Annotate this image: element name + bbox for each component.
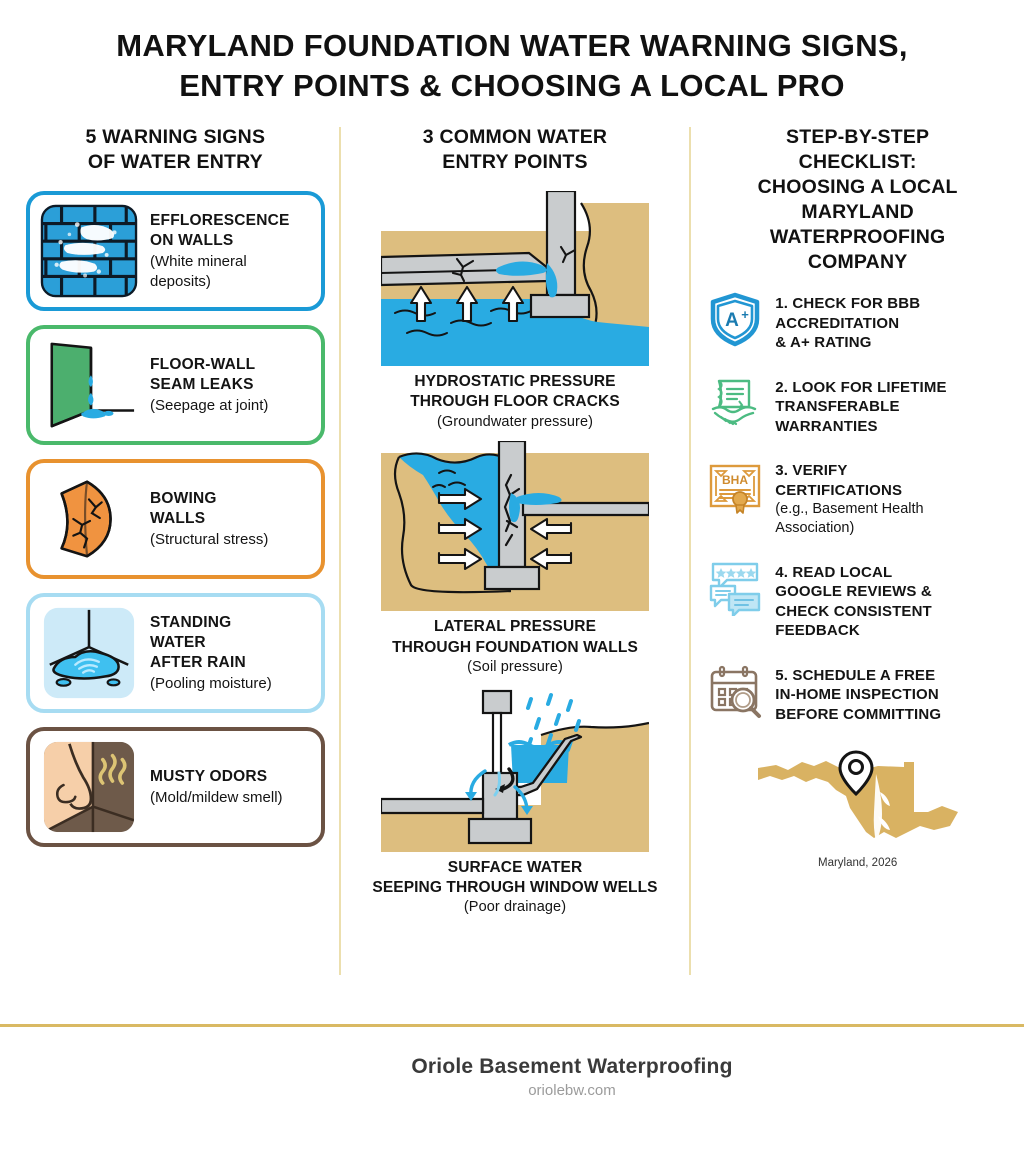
warning-card-bowing-walls[interactable] xyxy=(26,459,325,579)
lateral-pressure-diagram xyxy=(381,441,649,611)
checklist-item-reviews[interactable] xyxy=(707,560,1008,641)
left-heading-line-1: 5 WARNING SIGNS xyxy=(85,126,266,149)
hydrostatic-caption-1: HYDROSTATIC PRESSURE xyxy=(414,373,616,391)
entry-point-lateral[interactable] xyxy=(357,441,674,676)
warning-card-standing-water[interactable] xyxy=(26,593,325,713)
floor-wall-seam-leak-icon xyxy=(40,336,138,434)
bha-certificate-icon xyxy=(707,458,763,514)
column-warning-signs xyxy=(0,125,339,985)
standing-water-sub-1: (Pooling moisture) xyxy=(150,674,272,692)
certifications-sub-2: Association) xyxy=(775,519,855,536)
bbb-line-3: & A+ RATING xyxy=(775,334,872,352)
brand-website: oriolebw.com xyxy=(528,1082,616,1099)
footer-divider xyxy=(0,1024,1024,1027)
svg-text:A: A xyxy=(725,310,740,332)
right-column-heading xyxy=(707,125,1008,275)
seam-leaks-sub-1: (Seepage at joint) xyxy=(150,396,269,414)
bowing-walls-title-1: BOWING xyxy=(150,490,217,508)
bbb-line-1: 1. CHECK FOR BBB xyxy=(775,295,921,313)
checklist-item-certifications[interactable] xyxy=(707,458,1008,538)
efflorescence-sub-2: deposits) xyxy=(150,273,211,291)
bowing-walls-title-2: WALLS xyxy=(150,510,206,528)
column-entry-points xyxy=(341,125,690,985)
window-well-caption-2: SEEPING THROUGH WINDOW WELLS xyxy=(372,878,658,896)
lateral-caption-2: THROUGH FOUNDATION WALLS xyxy=(392,638,638,656)
bowing-walls-text xyxy=(150,489,311,549)
certifications-text xyxy=(775,458,1008,538)
efflorescence-title-2: ON WALLS xyxy=(150,232,234,250)
window-well-seepage-diagram xyxy=(381,687,649,852)
middle-column-heading xyxy=(357,125,674,175)
page-title-line-1: MARYLAND FOUNDATION WATER WARNING SIGNS, xyxy=(116,28,908,63)
maryland-state-map-pin-icon xyxy=(728,746,988,856)
efflorescence-text xyxy=(150,211,311,291)
reviews-line-1: 4. READ LOCAL xyxy=(775,563,893,581)
inspection-line-2: IN-HOME INSPECTION xyxy=(775,686,939,704)
calendar-magnifier-inspection-icon xyxy=(707,663,763,719)
inspection-text xyxy=(775,663,1008,725)
standing-water-text xyxy=(150,613,311,693)
inspection-line-1: 5. SCHEDULE A FREE xyxy=(775,666,936,684)
inspection-line-3: BEFORE COMMITTING xyxy=(775,705,942,723)
warranty-text xyxy=(775,375,1008,437)
window-well-caption xyxy=(357,858,674,917)
checklist-item-bbb[interactable] xyxy=(707,291,1008,353)
right-heading-line-6: COMPANY xyxy=(807,251,908,274)
musty-odor-nose-icon xyxy=(40,738,138,836)
seam-leaks-title-1: FLOOR-WALL xyxy=(150,356,256,374)
page-title xyxy=(0,0,1024,105)
warranty-line-1: 2. LOOK FOR LIFETIME xyxy=(775,378,947,396)
lateral-sub: (Soil pressure) xyxy=(467,658,563,675)
warranty-line-3: WARRANTIES xyxy=(775,417,878,435)
entry-point-window-well[interactable] xyxy=(357,687,674,917)
review-stars-chat-icon xyxy=(707,560,763,616)
bbb-text xyxy=(775,291,1008,353)
checklist-item-inspection[interactable] xyxy=(707,663,1008,725)
musty-odors-title-1: MUSTY ODORS xyxy=(150,768,268,786)
checklist-item-warranty[interactable] xyxy=(707,375,1008,437)
bbb-shield-a-plus-icon xyxy=(707,291,763,347)
standing-water-puddle-icon xyxy=(40,604,138,702)
efflorescence-title-1: EFFLORESCENCE xyxy=(150,212,290,230)
lateral-caption xyxy=(357,617,674,676)
warning-card-musty-odors[interactable] xyxy=(26,727,325,847)
hydrostatic-sub: (Groundwater pressure) xyxy=(436,413,594,430)
right-heading-line-3: CHOOSING A LOCAL xyxy=(757,176,958,199)
hydrostatic-caption xyxy=(357,372,674,431)
middle-heading-line-2: ENTRY POINTS xyxy=(442,151,588,174)
middle-heading-line-1: 3 COMMON WATER xyxy=(422,126,608,149)
warning-card-seam-leaks[interactable] xyxy=(26,325,325,445)
reviews-line-4: FEEDBACK xyxy=(775,622,860,640)
right-heading-line-5: WATERPROOFING xyxy=(769,226,946,249)
right-heading-line-1: STEP-BY-STEP xyxy=(786,126,930,149)
lateral-caption-1: LATERAL PRESSURE xyxy=(433,618,597,636)
seam-leaks-title-2: SEAM LEAKS xyxy=(150,376,254,394)
bowing-walls-sub-1: (Structural stress) xyxy=(150,530,269,548)
svg-text:+: + xyxy=(741,307,750,323)
reviews-text xyxy=(775,560,1008,641)
hydrostatic-pressure-diagram xyxy=(381,191,649,366)
brand-name: Oriole Basement Waterproofing xyxy=(411,1055,733,1078)
left-heading-line-2: OF WATER ENTRY xyxy=(87,151,263,174)
musty-odors-sub-1: (Mold/mildew smell) xyxy=(150,789,283,807)
efflorescence-sub-1: (White mineral xyxy=(150,252,247,270)
certifications-line-2: CERTIFICATIONS xyxy=(775,481,903,499)
musty-odors-text xyxy=(150,767,311,807)
standing-water-title-3: AFTER RAIN xyxy=(150,654,246,672)
footer xyxy=(0,1055,1024,1099)
brick-wall-efflorescence-icon xyxy=(40,202,138,300)
reviews-line-3: CHECK CONSISTENT xyxy=(775,602,932,620)
seam-leaks-text xyxy=(150,355,311,415)
bowing-wall-icon xyxy=(40,470,138,568)
warranty-handshake-certificate-icon xyxy=(707,375,763,431)
warning-card-efflorescence[interactable] xyxy=(26,191,325,311)
column-checklist xyxy=(691,125,1024,985)
entry-point-hydrostatic[interactable] xyxy=(357,191,674,431)
standing-water-title-2: WATER xyxy=(150,634,206,652)
left-column-heading xyxy=(26,125,325,175)
maryland-map-block xyxy=(707,746,1008,869)
certifications-line-1: 3. VERIFY xyxy=(775,462,848,480)
standing-water-title-1: STANDING xyxy=(150,614,232,632)
infographic-columns xyxy=(0,125,1024,985)
bbb-line-2: ACCREDITATION xyxy=(775,314,900,332)
reviews-line-2: GOOGLE REVIEWS & xyxy=(775,583,932,601)
page-title-line-2: ENTRY POINTS & CHOOSING A LOCAL PRO xyxy=(179,67,845,103)
warranty-line-2: TRANSFERABLE xyxy=(775,398,900,416)
svg-text:BHA: BHA xyxy=(722,473,749,488)
right-heading-line-4: MARYLAND xyxy=(801,201,914,224)
window-well-caption-1: SURFACE WATER xyxy=(447,858,583,876)
map-caption: Maryland, 2026 xyxy=(818,857,898,870)
certifications-sub-1: (e.g., Basement Health xyxy=(775,501,924,518)
window-well-sub: (Poor drainage) xyxy=(463,898,567,915)
hydrostatic-caption-2: THROUGH FLOOR CRACKS xyxy=(410,393,620,411)
right-heading-line-2: CHECKLIST: xyxy=(798,151,917,174)
